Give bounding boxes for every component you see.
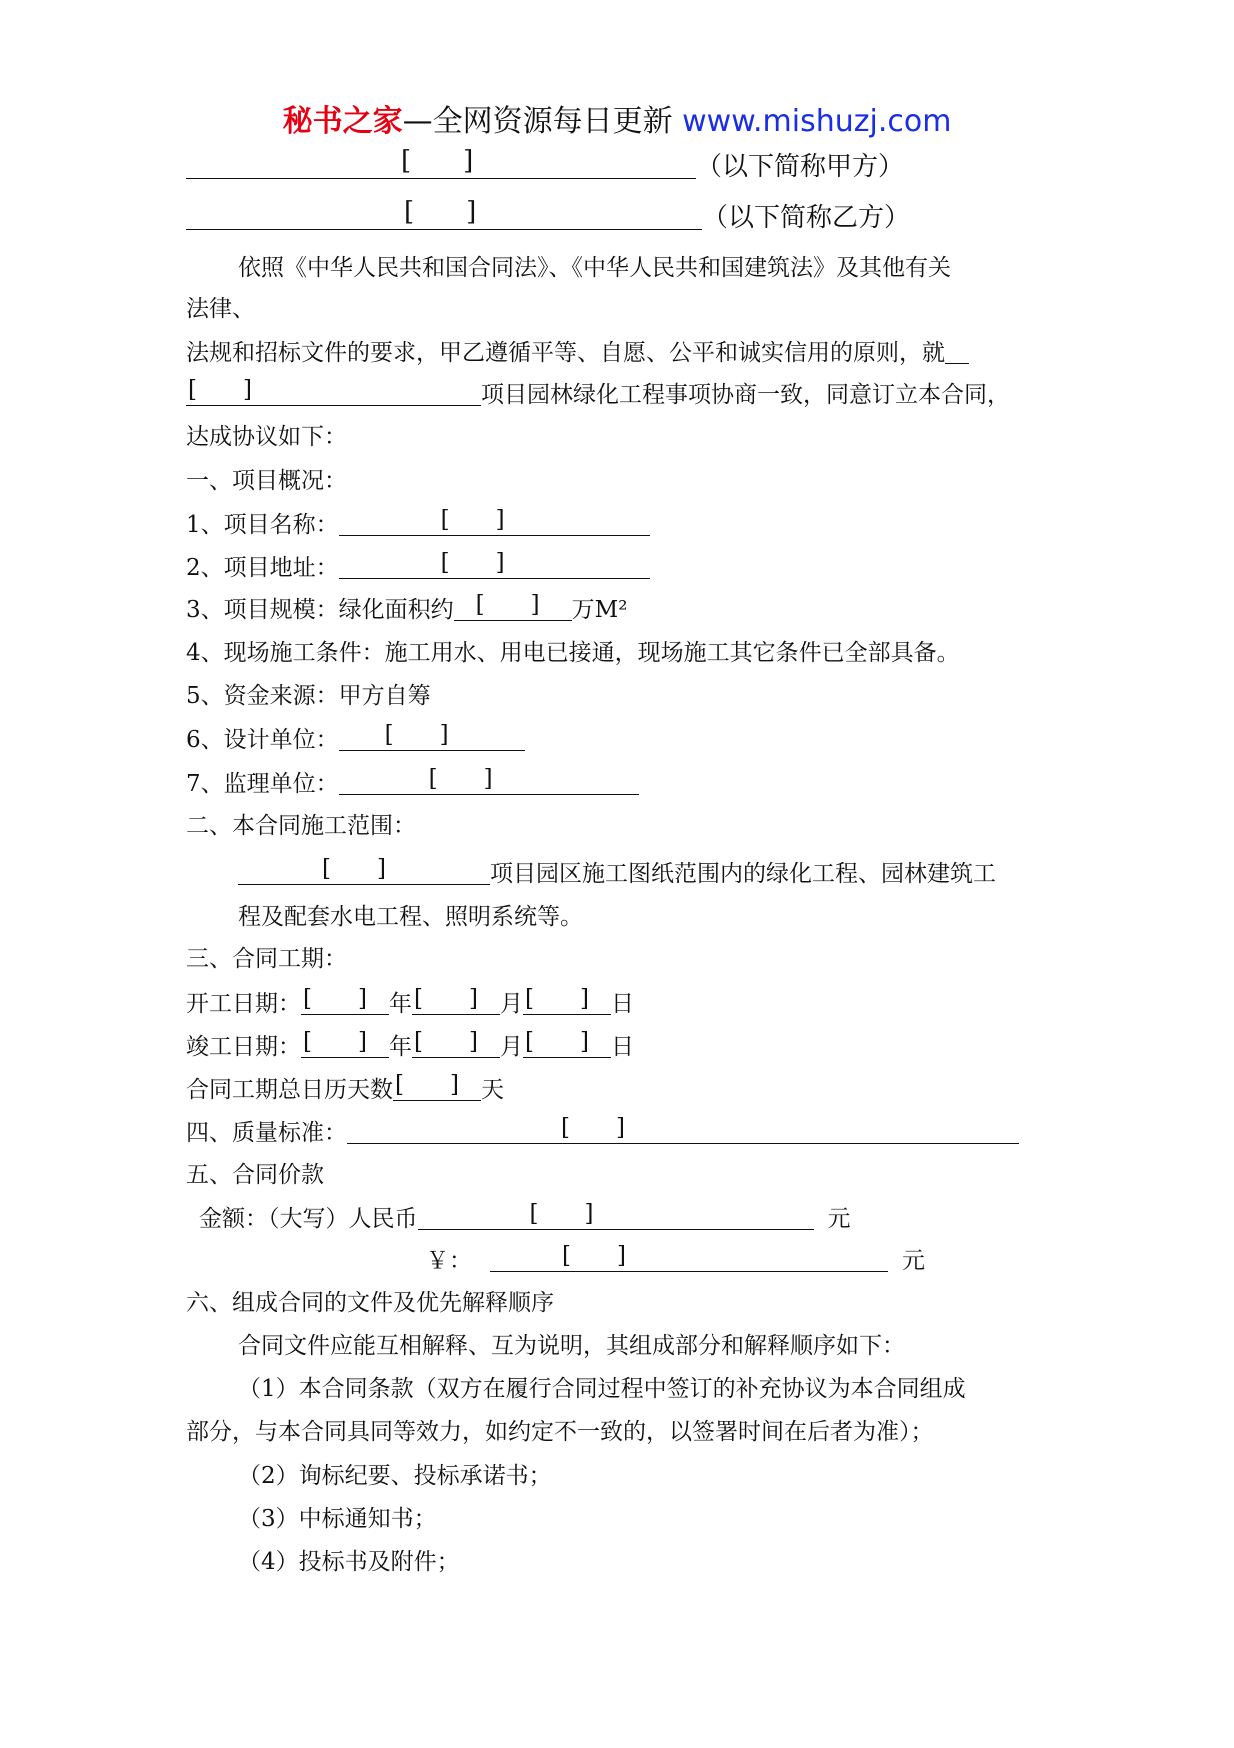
amount-figures-blank[interactable] xyxy=(490,1245,888,1272)
project-address-bracket: [ ] xyxy=(440,550,505,576)
intro-line-2: 法律、 xyxy=(186,296,255,322)
party-b-bracket: [ ] xyxy=(404,197,477,227)
amount-figures-label: ￥： xyxy=(426,1248,472,1274)
start-year-bracket: [ ] xyxy=(303,986,367,1012)
amount-words-bracket: [ ] xyxy=(529,1201,594,1227)
quality-standard-blank[interactable] xyxy=(347,1117,1019,1144)
end-month-unit: 月 xyxy=(500,1034,523,1060)
end-month-bracket: [ ] xyxy=(414,1029,478,1055)
party-b-line xyxy=(186,197,911,233)
project-name-row xyxy=(186,509,650,540)
start-day-bracket: [ ] xyxy=(525,986,589,1012)
end-month-blank[interactable] xyxy=(412,1031,500,1058)
project-scale-bracket: [ ] xyxy=(475,592,540,618)
scope-line-1 xyxy=(238,858,996,889)
project-name-blank[interactable] xyxy=(339,509,650,536)
amount-words-label: 金额：（大写）人民币 xyxy=(199,1206,418,1232)
section-2-title: 二、本合同施工范围： xyxy=(186,813,416,839)
intro-project-blank-start[interactable] xyxy=(945,337,969,364)
doc-item-1-line-2: 部分，与本合同具同等效力，如约定不一致的，以签署时间在后者为准）； xyxy=(186,1419,934,1445)
supervisor-unit-blank[interactable] xyxy=(339,768,639,795)
doc-item-2: （2）询标纪要、投标承诺书； xyxy=(238,1463,552,1489)
intro-line-3 xyxy=(186,337,969,368)
intro-line-3-text: 法规和招标文件的要求，甲乙遵循平等、自愿、公平和诚实信用的原则，就 xyxy=(186,340,945,366)
start-year-blank[interactable] xyxy=(301,988,389,1015)
project-scale-unit: 万M² xyxy=(571,597,628,623)
section-4-title: 四、质量标准： xyxy=(186,1120,347,1146)
party-a-suffix: （以下简称甲方） xyxy=(696,152,905,182)
amount-words-row xyxy=(199,1203,851,1234)
amount-words-blank[interactable] xyxy=(418,1203,814,1230)
start-month-blank[interactable] xyxy=(412,988,500,1015)
project-scale-label: 3、项目规模：绿化面积约 xyxy=(186,597,454,623)
intro-line-4 xyxy=(186,379,1010,410)
scope-line-1-suffix: 项目园区施工图纸范围内的绿化工程、园林建筑工 xyxy=(490,861,996,887)
party-a-bracket: [ ] xyxy=(401,146,474,176)
site-header xyxy=(0,102,1234,142)
quality-standard-row xyxy=(186,1117,1019,1148)
end-year-unit: 年 xyxy=(389,1034,412,1060)
design-unit-blank[interactable] xyxy=(339,724,525,751)
design-unit-bracket: [ ] xyxy=(384,722,449,748)
scope-line-2: 程及配套水电工程、照明系统等。 xyxy=(238,904,583,930)
site-url-link[interactable]: www.mishuzj.com xyxy=(682,104,952,139)
start-month-unit: 月 xyxy=(500,991,523,1017)
doc-item-4: （4）投标书及附件； xyxy=(238,1549,460,1575)
project-scale-blank[interactable] xyxy=(454,594,572,621)
end-day-blank[interactable] xyxy=(523,1031,611,1058)
section-6-title: 六、组成合同的文件及优先解释顺序 xyxy=(186,1290,554,1316)
end-date-row xyxy=(186,1031,634,1062)
party-b-suffix: （以下简称乙方） xyxy=(702,203,911,233)
intro-project-blank[interactable] xyxy=(186,379,481,406)
design-unit-label: 6、设计单位： xyxy=(186,727,339,753)
start-month-bracket: [ ] xyxy=(414,986,478,1012)
end-year-blank[interactable] xyxy=(301,1031,389,1058)
doc-item-1-line-1: （1）本合同条款（双方在履行合同过程中签订的补充协议为本合同组成 xyxy=(238,1376,966,1402)
end-year-bracket: [ ] xyxy=(303,1029,367,1055)
section-6-intro: 合同文件应能互相解释、互为说明，其组成部分和解释顺序如下： xyxy=(238,1333,905,1359)
party-b-blank[interactable] xyxy=(186,197,702,230)
intro-line-1: 依照《中华人民共和国合同法》、《中华人民共和国建筑法》及其他有关 xyxy=(238,255,951,281)
supervisor-unit-bracket: [ ] xyxy=(428,766,493,792)
amount-figures-row xyxy=(426,1245,925,1276)
amount-words-unit: 元 xyxy=(827,1206,851,1232)
total-days-unit: 天 xyxy=(481,1077,504,1103)
start-year-unit: 年 xyxy=(389,991,412,1017)
quality-standard-bracket: [ ] xyxy=(561,1115,625,1141)
funding-source-row: 5、资金来源：甲方自筹 xyxy=(186,683,431,709)
section-3-title: 三、合同工期： xyxy=(186,946,347,972)
brand-name: 秘书之家 xyxy=(282,104,403,139)
party-a-line xyxy=(186,146,905,182)
start-day-blank[interactable] xyxy=(523,988,611,1015)
project-name-bracket: [ ] xyxy=(440,507,505,533)
party-a-blank[interactable] xyxy=(186,146,696,179)
project-address-label: 2、项目地址： xyxy=(186,555,339,581)
scope-blank[interactable] xyxy=(238,858,490,885)
intro-project-bracket: [ ] xyxy=(188,377,252,403)
end-day-bracket: [ ] xyxy=(525,1029,589,1055)
intro-line-4-suffix: 项目园林绿化工程事项协商一致，同意订立本合同， xyxy=(481,382,1010,408)
section-5-title: 五、合同价款 xyxy=(186,1162,324,1188)
supervisor-unit-label: 7、监理单位： xyxy=(186,771,339,797)
start-day-unit: 日 xyxy=(611,991,634,1017)
intro-line-5: 达成协议如下： xyxy=(186,424,347,450)
project-address-row xyxy=(186,552,650,583)
end-date-label: 竣工日期： xyxy=(186,1034,301,1060)
project-address-blank[interactable] xyxy=(339,552,650,579)
project-name-label: 1、项目名称： xyxy=(186,512,339,538)
supervisor-unit-row xyxy=(186,768,639,799)
project-scale-row xyxy=(186,594,627,625)
start-date-label: 开工日期： xyxy=(186,991,301,1017)
total-days-row xyxy=(186,1074,504,1105)
total-days-bracket: [ ] xyxy=(395,1072,459,1098)
site-conditions-row: 4、现场施工条件：施工用水、用电已接通，现场施工其它条件已全部具备。 xyxy=(186,640,960,666)
design-unit-row xyxy=(186,724,525,755)
amount-figures-unit: 元 xyxy=(902,1248,925,1274)
total-days-label: 合同工期总日历天数 xyxy=(186,1077,393,1103)
doc-item-3: （3）中标通知书； xyxy=(238,1506,437,1532)
start-date-row xyxy=(186,988,634,1019)
scope-bracket: [ ] xyxy=(322,856,386,882)
section-1-title: 一、项目概况： xyxy=(186,468,347,494)
end-day-unit: 日 xyxy=(611,1034,634,1060)
header-slogan: —全网资源每日更新 xyxy=(402,104,673,139)
total-days-blank[interactable] xyxy=(393,1074,481,1101)
amount-figures-bracket: [ ] xyxy=(562,1243,626,1269)
